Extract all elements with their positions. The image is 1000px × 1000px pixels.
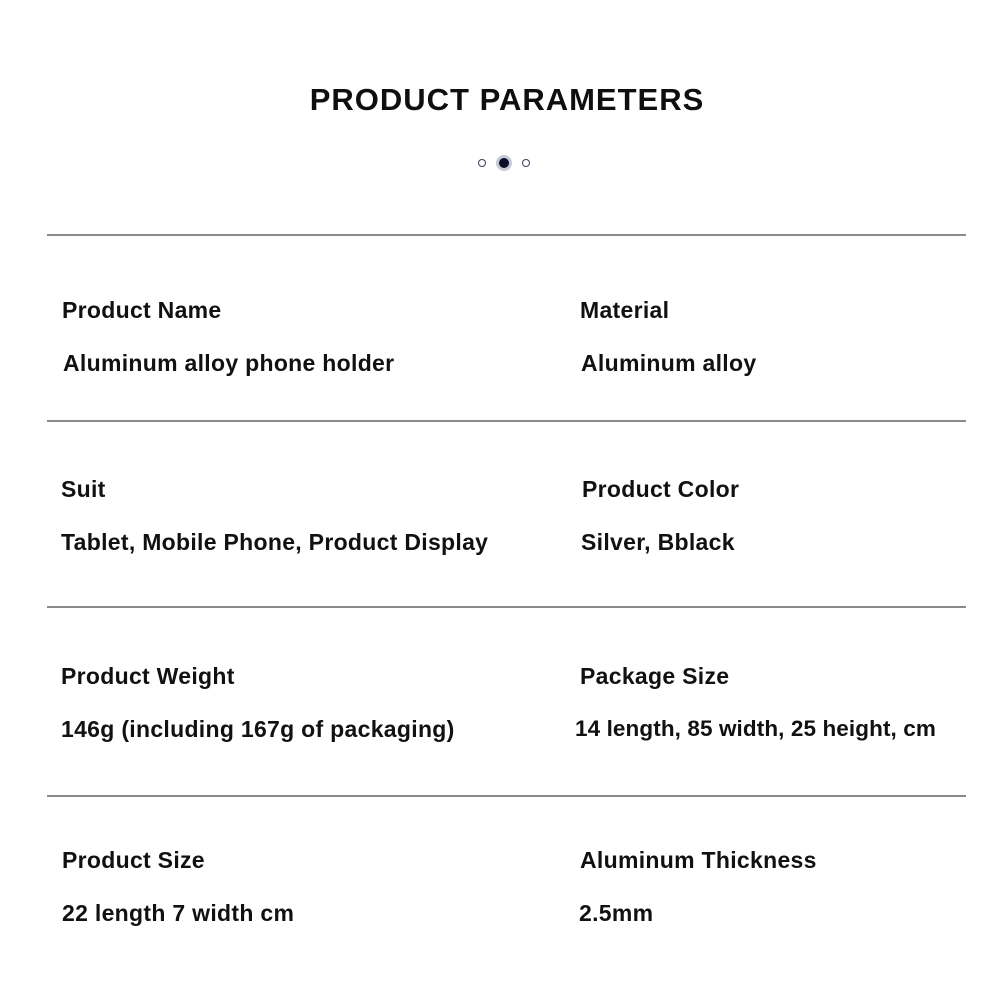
param-label-package-size: Package Size	[580, 663, 730, 689]
param-value-product-weight: 146g (including 167g of packaging)	[61, 716, 455, 742]
page-title: PRODUCT PARAMETERS	[309, 82, 705, 117]
param-value-package-size: 14 length, 85 width, 25 height, cm	[575, 716, 936, 741]
divider	[47, 234, 966, 236]
divider	[47, 606, 966, 608]
param-label-material: Material	[580, 297, 670, 323]
page-dot-active[interactable]	[499, 158, 509, 168]
divider	[47, 795, 966, 797]
param-label-product-name: Product Name	[62, 297, 222, 323]
param-label-product-color: Product Color	[582, 476, 740, 502]
divider	[47, 420, 966, 422]
page-dot[interactable]	[522, 159, 530, 167]
param-value-aluminum-thickness: 2.5mm	[579, 900, 654, 926]
param-label-suit: Suit	[61, 476, 106, 502]
param-value-product-name: Aluminum alloy phone holder	[63, 350, 395, 376]
param-label-product-weight: Product Weight	[61, 663, 235, 689]
param-value-product-color: Silver, Bblack	[581, 529, 735, 555]
param-label-aluminum-thickness: Aluminum Thickness	[580, 847, 817, 873]
param-value-material: Aluminum alloy	[581, 350, 757, 376]
param-label-product-size: Product Size	[62, 847, 205, 873]
param-value-product-size: 22 length 7 width cm	[62, 900, 295, 926]
page-indicator	[0, 154, 1000, 172]
page-dot[interactable]	[478, 159, 486, 167]
param-value-suit: Tablet, Mobile Phone, Product Display	[61, 529, 489, 555]
